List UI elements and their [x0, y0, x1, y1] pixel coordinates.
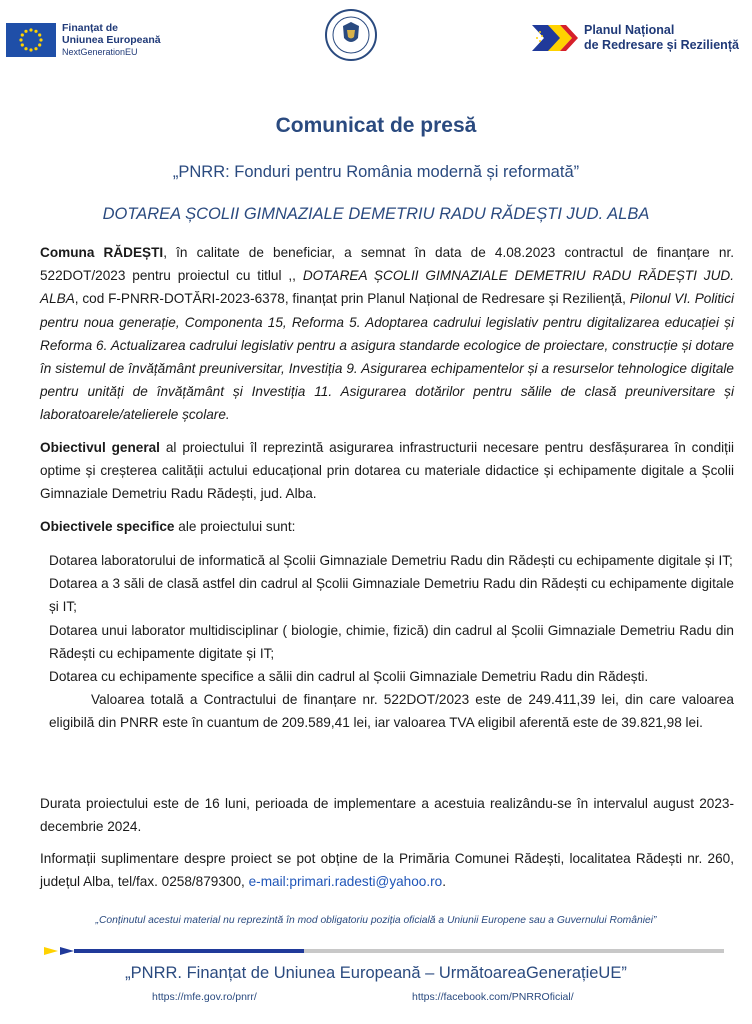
- eu-flag-icon: [6, 23, 56, 57]
- email-link[interactable]: e-mail:primari.radesti@yahoo.ro: [248, 874, 443, 890]
- pnrr-logo-line2: de Redresare și Reziliență: [584, 38, 739, 52]
- disclaimer: „Conținutul acestui material nu reprezintă în mod obligatoriu poziția oficială a Uniunii Europene sau a Guvernului României”: [95, 915, 657, 926]
- government-seal-icon: [324, 8, 378, 62]
- list-item: Dotarea cu echipamente specifice a sălii din cadrul al Școlii Gimnaziale Demetriu Radu din Rădești.: [49, 669, 649, 685]
- contact-text: Informații suplimentare despre proiect se pot obține de la Primăria Comunei Rădești, localitatea Rădești nr. 260, județul Alba, tel/fax. 0258/879300,: [40, 851, 734, 890]
- contact-end: .: [442, 874, 446, 890]
- list-item: Dotarea a 3 săli de clasă astfel din cadrul al Școlii Gimnaziale Demetriu Radu din Rădești cu echipamente digitale și IT;: [49, 576, 734, 615]
- general-objective-paragraph: [40, 436, 734, 506]
- program-details-italic: Pilonul VI. Politici pentru noua generație, Componenta 15, Reforma 5. Adoptarea cadrului legislativ pentru digitalizarea educației și Reforma 6. Actualizarea cadrului legislativ pentru a asigura standarde ecologice de proiectare, construcție și dotare în sistemul de învățământ preuniversitar, Investiția 9. Asigurarea echipamentelor și a resurselor tehnologice digitale pentru unități de învățământ și Investiția 11. Asigurarea dotărilor pentru sălile de clasă preuniversitare și laboratoarele/atelierele școlare.: [40, 291, 735, 423]
- project-name-italic: DOTAREA ȘCOLII GIMNAZIALE DEMETRIU RADU RĂDEȘTI JUD. ALBA: [40, 268, 734, 307]
- contract-value-paragraph: Valoarea totală a Contractului de finanțare nr. 522DOT/2023 este de 249.411,39 lei, din care valoarea eligibilă din PNRR este în cuantum de 209.589,41 lei, iar valoarea TVA eligibil aferentă este de 39.821,98 lei.: [49, 692, 734, 731]
- eu-logo-line3: NextGenerationEU: [62, 47, 138, 57]
- contact-paragraph: [40, 847, 734, 893]
- beneficiary-name: Comuna RĂDEȘTI: [40, 245, 164, 260]
- general-objective-text: al proiectului îl reprezintă asigurarea infrastructurii necesare pentru desfășurarea în condiții optime și creșterea calității actului educațional prin dotarea cu materiale didactice și echipamente digitale a Școlii Gimnaziale Demetriu Radu Rădești, jud. Alba.: [40, 440, 734, 502]
- contract-text-1: , în calitate de beneficiar, a semnat în data de 4.08.2023 contractul de finanțare nr. 522DOT/2023 pentru proiectul cu titlul ,,: [40, 245, 734, 284]
- specific-objectives-label: Obiectivele specifice: [40, 519, 175, 534]
- contract-text-2: , cod F-PNRR-DOTĂRI-2023-6378, finanțat prin Planul Național de Redresare și Reziliență,: [74, 291, 630, 307]
- press-release-title: Comunicat de presă: [275, 114, 477, 137]
- eu-logo-line1: Finanțat de: [62, 22, 119, 34]
- list-item: Dotarea unui laborator multidisciplinar ( biologie, chimie, fizică) din cadrul al Școlii Gimnaziale Demetriu Radu din Rădești cu echipamente digitate și IT;: [49, 622, 734, 661]
- specific-objectives-heading: [40, 515, 734, 538]
- press-release-subtitle: „PNRR: Fonduri pentru România modernă și reformată”: [172, 163, 580, 181]
- eu-funding-logo: [6, 20, 206, 60]
- eu-logo-line2: Uniunea Europeană: [62, 34, 161, 46]
- footer-title: „PNRR. Finanțat de Uniunea Europeană – UrmătoareaGenerațieUE”: [125, 964, 627, 982]
- footer-divider: [44, 942, 724, 950]
- objectives-list: [49, 549, 734, 735]
- specific-objectives-text: ale proiectului sunt:: [174, 519, 296, 534]
- list-item: Dotarea laboratorului de informatică al Școlii Gimnaziale Demetriu Radu din Rădești cu echipamente digitale și IT;: [49, 553, 733, 568]
- general-objective-label: Obiectivul general: [40, 440, 160, 455]
- facebook-link[interactable]: https://facebook.com/PNRROficial/: [412, 991, 574, 1003]
- contract-paragraph: [40, 241, 734, 427]
- duration-paragraph: Durata proiectului este de 16 luni, perioada de implementare a acestuia realizându-se în intervalul august 2023- decembrie 2024.: [40, 796, 734, 835]
- mfe-link[interactable]: https://mfe.gov.ro/pnrr/: [152, 991, 257, 1003]
- pnrr-logo-line1: Planul Național: [584, 23, 675, 37]
- project-title: DOTAREA ȘCOLII GIMNAZIALE DEMETRIU RADU RĂDEȘTI JUD. ALBA: [102, 205, 650, 223]
- pnrr-logo: [530, 18, 750, 58]
- pnrr-arrow-icon: [530, 21, 580, 55]
